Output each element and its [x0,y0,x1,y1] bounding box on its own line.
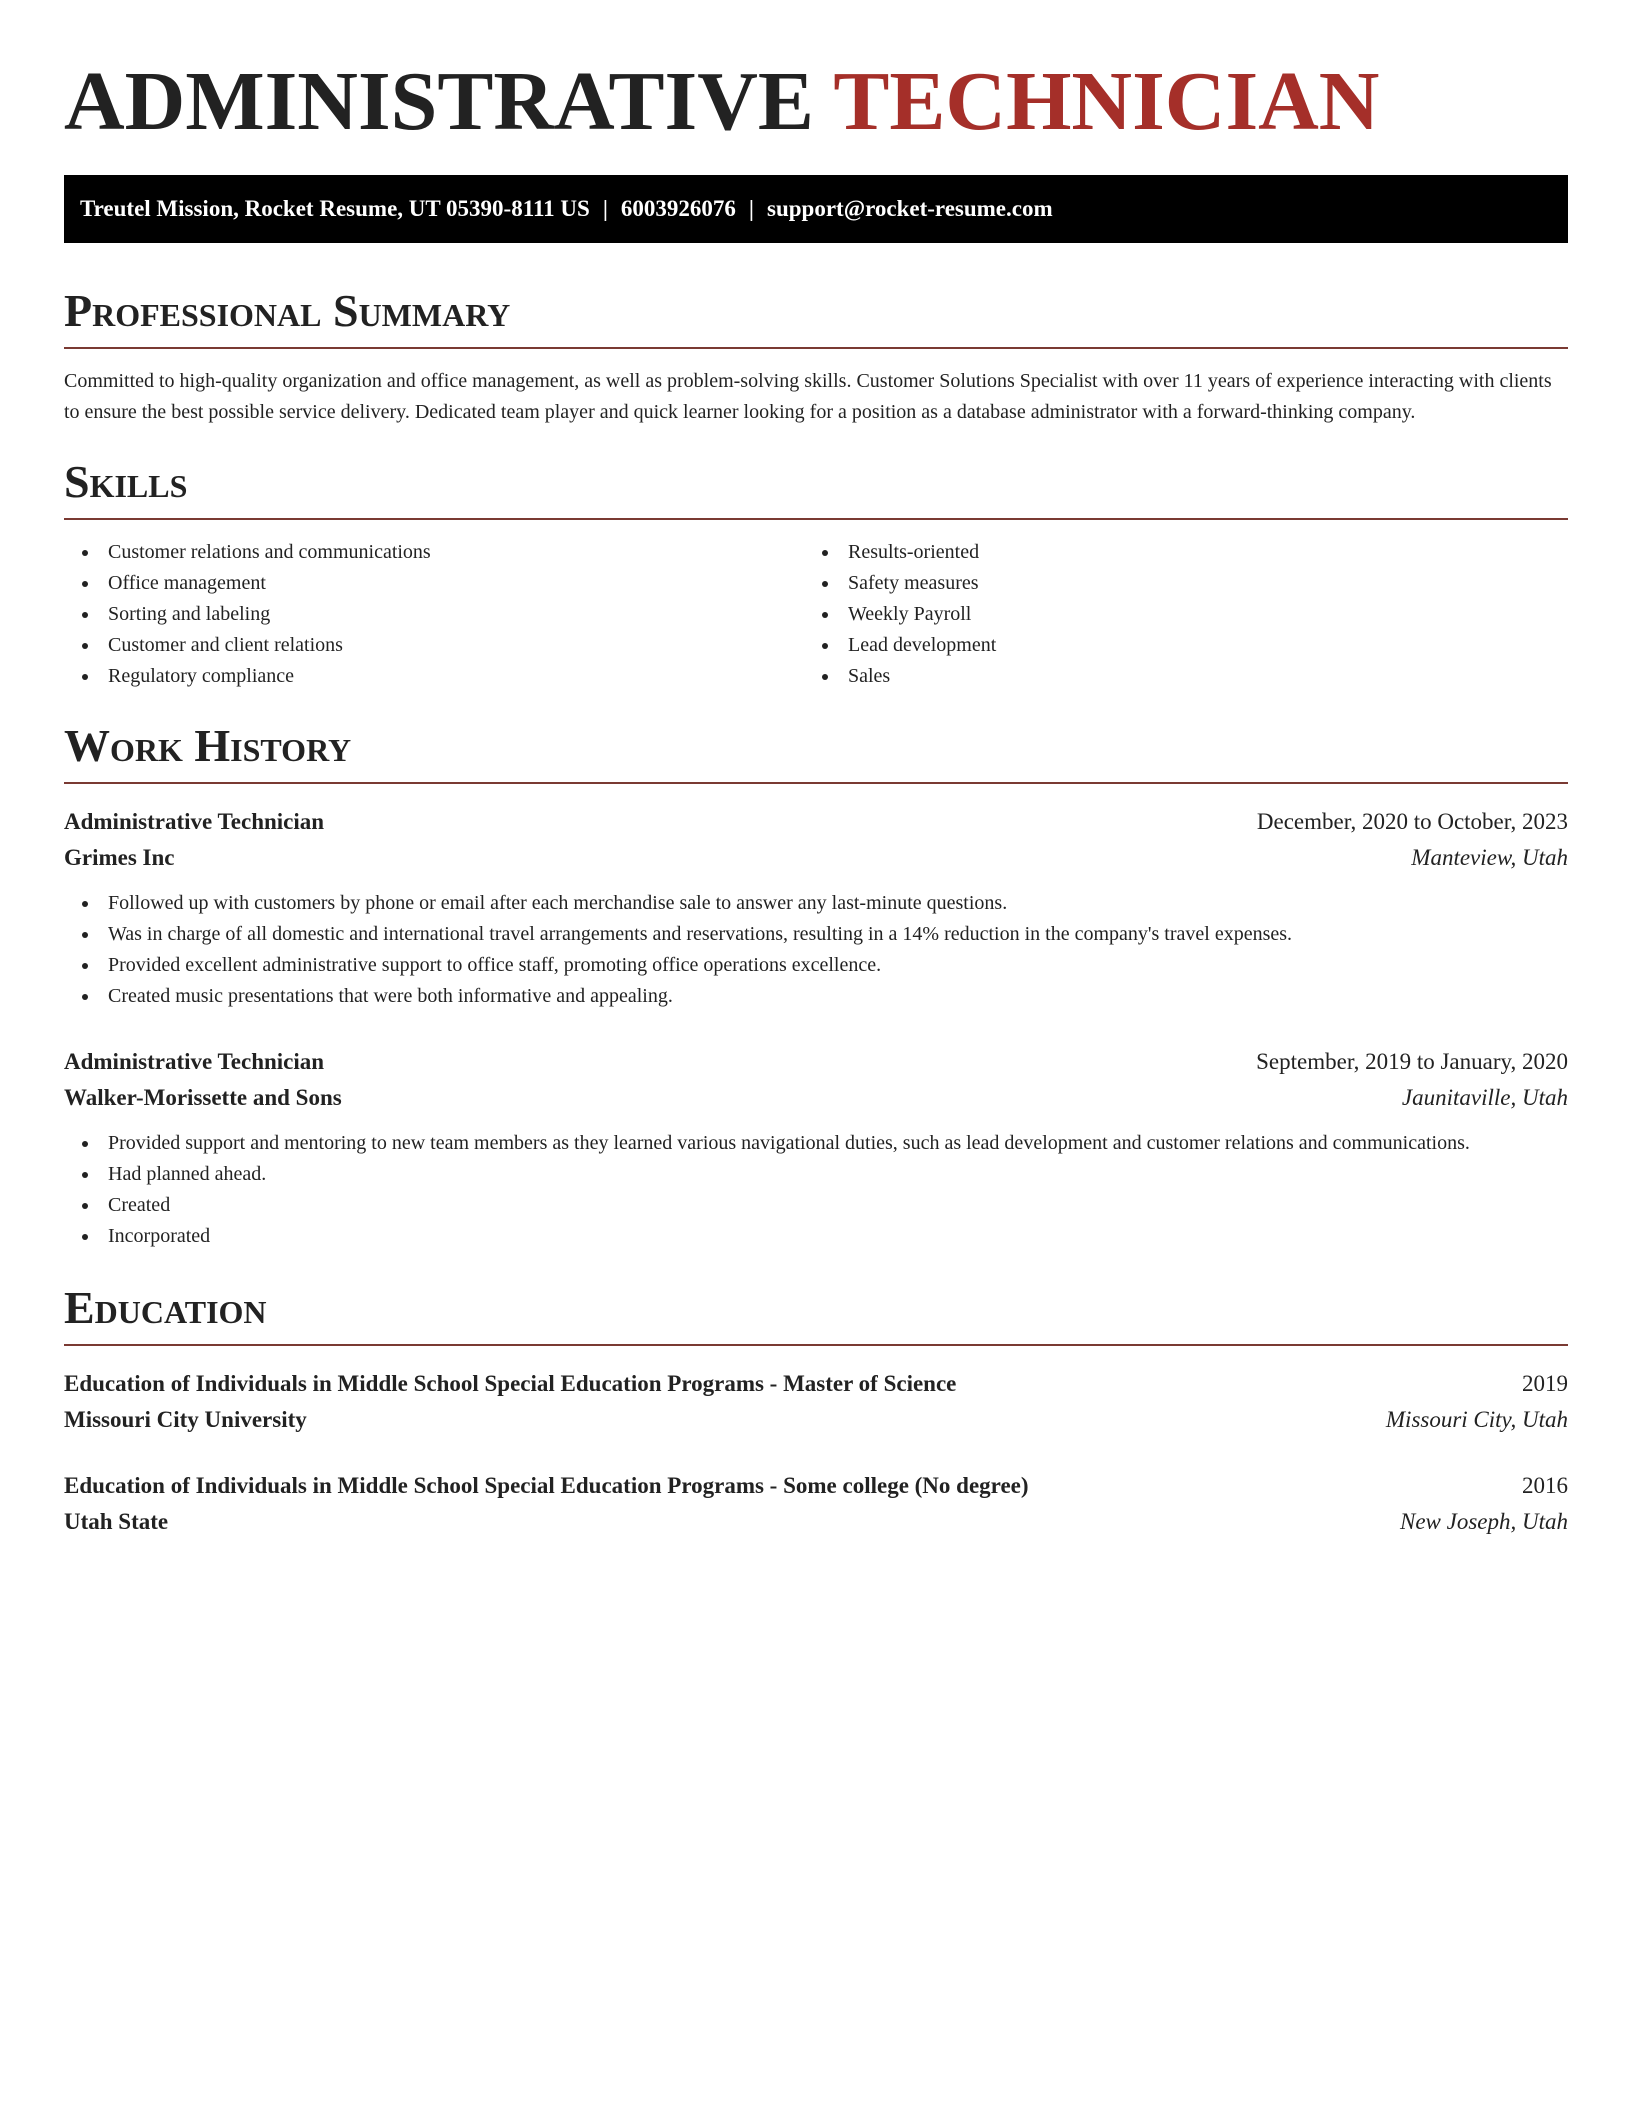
skill-item: Customer relations and communications [64,537,804,568]
job-company: Grimes Inc [64,845,175,870]
skill-item: Weekly Payroll [804,599,1544,630]
education-location: Missouri City, Utah [1385,1407,1568,1432]
job-duty: Created [64,1190,1568,1221]
job-duty: Provided support and mentoring to new team members as they learned various navigational duties, such as lead development and customer relations and communications. [64,1128,1568,1159]
skill-item: Office management [64,568,804,599]
education-location: New Joseph, Utah [1399,1509,1568,1534]
job-location: Manteview, Utah [1411,845,1568,870]
contact-separator: | [748,196,754,221]
candidate-name [64,0,1568,152]
skills-list [64,537,1568,692]
contact-separator: | [602,196,608,221]
skill-item: Lead development [804,630,1544,661]
contact-address: Treutel Mission, Rocket Resume, UT 05390-8111 US [80,196,590,221]
job-duty: Incorporated [64,1221,1568,1252]
education-degree: Education of Individuals in Middle School Special Education Programs - Master of Science [64,1371,957,1396]
skill-item: Sorting and labeling [64,599,804,630]
skills-column-left [64,537,804,692]
job-entry [64,804,1568,1012]
job-entry [64,1044,1568,1252]
skill-item: Customer and client relations [64,630,804,661]
skills-column-right [804,537,1544,692]
education-degree-row [64,1366,1568,1402]
summary-heading: Professional Summary [64,287,1568,349]
job-duty: Followed up with customers by phone or email after each merchandise sale to answer any last-minute questions. [64,888,1568,919]
education-entry [64,1468,1568,1540]
job-duties [64,1128,1568,1252]
education-school-row [64,1402,1568,1438]
job-header-row [64,804,1568,840]
education-year: 2019 [1522,1371,1568,1396]
job-location: Jaunitaville, Utah [1401,1085,1568,1110]
work-history-heading: Work History [64,722,1568,784]
education-heading: Education [64,1284,1568,1346]
education-school-row [64,1504,1568,1540]
job-company-row [64,1080,1568,1116]
name-first: ADMINISTRATIVE [64,55,814,148]
job-duty: Provided excellent administrative support to office staff, promoting office operations excellence. [64,950,1568,981]
job-company-row [64,840,1568,876]
education-school: Missouri City University [64,1407,307,1432]
education-school: Utah State [64,1509,169,1534]
skills-heading: Skills [64,458,1568,520]
job-duties [64,888,1568,1012]
education-degree: Education of Individuals in Middle School Special Education Programs - Some college (No degree) [64,1473,1029,1498]
contact-phone[interactable]: 6003926076 [620,196,736,221]
job-header-row [64,1044,1568,1080]
name-last: TECHNICIAN [833,55,1380,148]
education-year: 2016 [1522,1473,1568,1498]
contact-email[interactable]: support@rocket-resume.com [767,196,1053,221]
skill-item: Safety measures [804,568,1544,599]
job-role: Administrative Technician [64,809,325,834]
skill-item: Results-oriented [804,537,1544,568]
job-role: Administrative Technician [64,1049,325,1074]
job-company: Walker-Morissette and Sons [64,1085,342,1110]
job-duty: Had planned ahead. [64,1159,1568,1190]
skill-item: Regulatory compliance [64,661,804,692]
job-duty: Was in charge of all domestic and international travel arrangements and reservations, resulting in a 14% reduction in the company's travel expenses. [64,919,1568,950]
job-dates: December, 2020 to October, 2023 [1256,809,1568,834]
job-duty: Created music presentations that were both informative and appealing. [64,981,1568,1012]
education-degree-row [64,1468,1568,1504]
job-dates: September, 2019 to January, 2020 [1256,1049,1568,1074]
summary-text: Committed to high-quality organization and office management, as well as problem-solving skills. Customer Solutions Specialist with over 11 years of experience interacting with clients to ensure the best possible service delivery. Dedicated team player and quick learner looking for a position as a database administrator with a forward-thinking company. [64,370,1552,423]
skill-item: Sales [804,661,1544,692]
contact-bar [64,175,1568,243]
education-entry [64,1366,1568,1438]
